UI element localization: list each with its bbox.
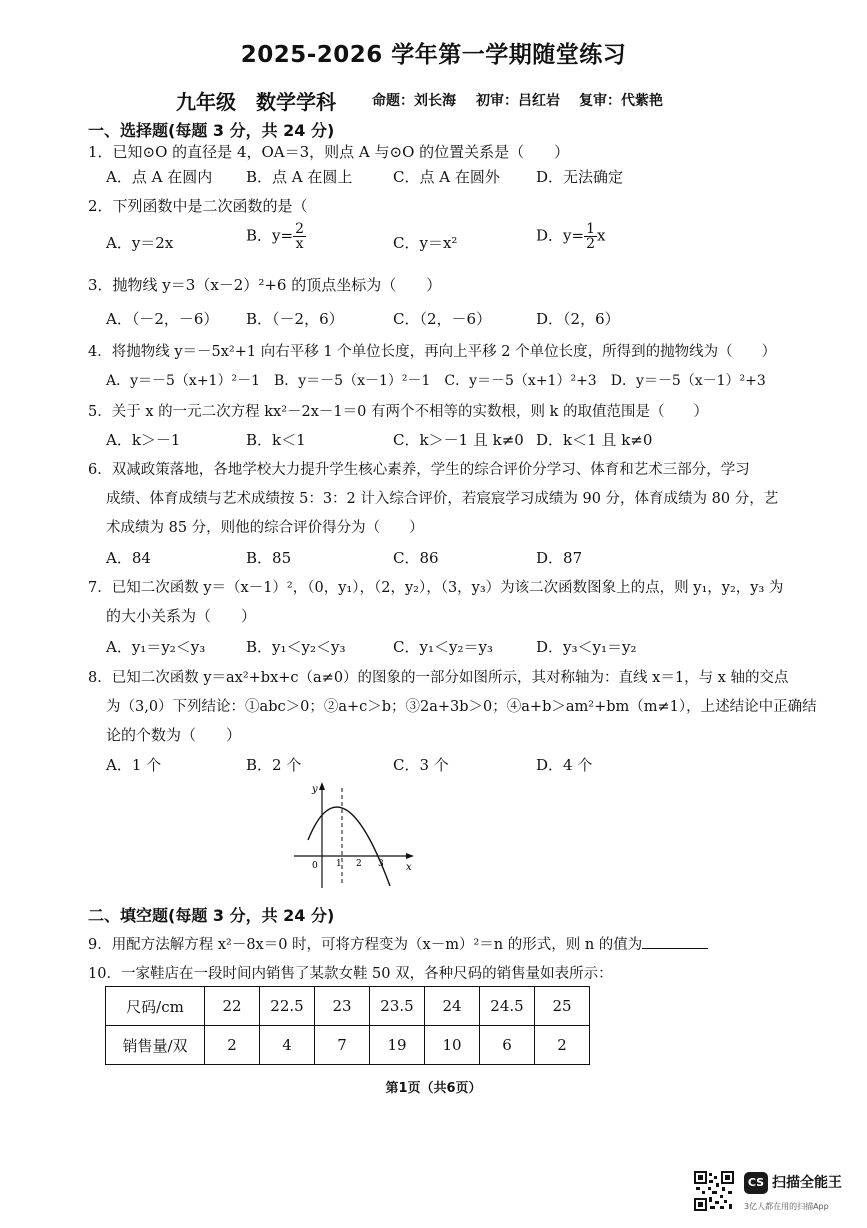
page-number: 第1页（共6页） xyxy=(385,1081,482,1096)
question-7-option-c: C．y₁＜y₂＝y₃ xyxy=(393,638,493,656)
qr-code-icon xyxy=(694,1171,734,1211)
y-axis-label: y xyxy=(312,784,318,795)
section-heading-fill-in: 二、填空题(每题 3 分，共 24 分) xyxy=(88,906,335,925)
question-6-line-1: 6．双减政策落地，各地学校大力提升学生核心素养，学生的综合评价分学习、体育和艺术三部分，学习 xyxy=(88,462,750,478)
table-cell: 10 xyxy=(425,1026,480,1065)
question-8-line-3: 论的个数为（ ） xyxy=(106,726,242,744)
table-cell: 4 xyxy=(260,1026,315,1065)
tick-label-2: 2 xyxy=(356,859,362,869)
table-cell: 22.5 xyxy=(260,987,315,1026)
origin-label: 0 xyxy=(312,861,318,871)
table-cell: 2 xyxy=(205,1026,260,1065)
question-7-option-b: B．y₁＜y₂＜y₃ xyxy=(246,638,346,656)
table-cell: 25 xyxy=(535,987,590,1026)
table-row-header: 销售量/双 xyxy=(106,1026,205,1065)
question-6-line-2: 成绩、体育成绩与艺术成绩按 5：3：2 计入综合评价，若宸宸学习成绩为 90 分，体育成绩为 80 分，艺 xyxy=(106,491,779,507)
question-1-option-b: B．点 A 在圆上 xyxy=(246,168,353,186)
parabola-figure xyxy=(290,778,420,890)
camscanner-logo: CS xyxy=(744,1172,768,1194)
question-8-option-b: B．2 个 xyxy=(246,756,302,774)
question-2-option-c: C．y＝x² xyxy=(393,234,458,252)
shoe-sales-table xyxy=(105,986,590,1065)
table-row xyxy=(106,987,590,1026)
y-axis-arrow xyxy=(319,782,325,790)
table-cell: 23.5 xyxy=(370,987,425,1026)
option-d-fraction xyxy=(584,222,597,251)
fraction-numerator: 2 xyxy=(295,221,304,237)
author-credit: 命题：刘长海 xyxy=(372,93,456,109)
page-title: 2025-2026 学年第一学期随堂练习 xyxy=(240,42,627,68)
table-cell: 7 xyxy=(315,1026,370,1065)
question-1-option-c: C．点 A 在圆外 xyxy=(393,168,500,186)
first-review-credit: 初审：吕红岩 xyxy=(476,93,560,109)
option-b-label: B． xyxy=(246,226,273,245)
fraction-denominator: x xyxy=(295,236,304,252)
option-b-y: y= xyxy=(272,226,294,245)
question-2-option-d xyxy=(536,222,605,251)
section-heading-choice: 一、选择题(每题 3 分，共 24 分) xyxy=(88,121,335,140)
question-9-stem: 9．用配方法解方程 x²－8x＝0 时，可将方程变为（x－m）²＝n 的形式，则 n 的值为 xyxy=(88,937,643,953)
question-8-option-a: A．1 个 xyxy=(106,756,162,774)
question-2-option-a: A．y＝2x xyxy=(106,234,174,252)
option-b-fraction xyxy=(293,222,306,251)
question-6-line-3: 术成绩为 85 分，则他的综合评价得分为（ ） xyxy=(106,520,424,536)
table-cell: 6 xyxy=(480,1026,535,1065)
question-5-option-d: D．k＜1 且 k≠0 xyxy=(536,431,653,449)
question-4-options: A．y＝－5（x+1）²－1 B．y＝－5（x－1）²－1 C．y＝－5（x+1）²+3 D．y＝－5（x－1）²+3 xyxy=(106,373,766,389)
table-cell: 23 xyxy=(315,987,370,1026)
question-6-option-d: D．87 xyxy=(536,549,583,567)
tick-label-1: 1 xyxy=(336,859,342,869)
table-cell: 22 xyxy=(205,987,260,1026)
question-10-stem: 10．一家鞋店在一段时间内销售了某款女鞋 50 双，各种尺码的销售量如表所示： xyxy=(88,966,613,982)
x-axis-arrow xyxy=(406,853,414,859)
table-row-header: 尺码/cm xyxy=(106,987,205,1026)
question-3-option-d: D．（2，6） xyxy=(536,310,620,328)
question-3-stem: 3．抛物线 y＝3（x－2）²+6 的顶点坐标为（ ） xyxy=(88,276,442,294)
question-2-stem: 2．下列函数中是二次函数的是（ xyxy=(88,197,308,215)
option-d-y: y= xyxy=(563,226,585,245)
second-review-credit: 复审：代紫艳 xyxy=(579,93,663,109)
question-5-stem: 5．关于 x 的一元二次方程 kx²－2x－1＝0 有两个不相等的实数根，则 k 的取值范围是（ ） xyxy=(88,404,708,420)
question-8-line-2: 为（3,0）下列结论：①abc＞0；②a+c＞b；③2a+3b＞0；④a+b＞am²+bm（m≠1），上述结论中正确结 xyxy=(106,699,817,715)
question-2-option-b xyxy=(246,222,306,251)
table-cell: 24.5 xyxy=(480,987,535,1026)
table-cell: 2 xyxy=(535,1026,590,1065)
grade-subject: 九年级 数学学科 xyxy=(176,90,336,114)
parabola-curve xyxy=(308,807,390,886)
option-d-x: x xyxy=(597,226,606,245)
question-3-option-b: B．（－2，6） xyxy=(246,310,344,328)
table-row xyxy=(106,1026,590,1065)
fraction-numerator: 1 xyxy=(586,221,595,237)
question-7-line-1: 7．已知二次函数 y＝（x－1）²，（0，y₁），（2，y₂），（3，y₃）为该二次函数图象上的点，则 y₁，y₂，y₃ 为 xyxy=(88,580,784,596)
x-axis-label: x xyxy=(406,862,412,873)
question-6-option-b: B．85 xyxy=(246,549,292,567)
option-d-label: D． xyxy=(536,226,564,245)
question-1-option-a: A．点 A 在圆内 xyxy=(106,168,213,186)
tick-label-3: 3 xyxy=(378,859,384,869)
question-7-option-a: A．y₁＝y₂＜y₃ xyxy=(106,638,206,656)
question-1-stem: 1．已知⊙O 的直径是 4，OA＝3，则点 A 与⊙O 的位置关系是（ ） xyxy=(88,143,570,161)
question-9 xyxy=(88,933,708,954)
table-cell: 24 xyxy=(425,987,480,1026)
question-3-option-a: A．（－2，－6） xyxy=(106,310,219,328)
question-6-option-a: A．84 xyxy=(106,549,151,567)
table-cell: 19 xyxy=(370,1026,425,1065)
answer-blank xyxy=(642,936,708,949)
question-3-option-c: C．（2，－6） xyxy=(393,310,492,328)
question-7-line-2: 的大小关系为（ ） xyxy=(106,607,257,625)
camscanner-app-name: 扫描全能王 xyxy=(772,1175,842,1191)
question-7-option-d: D．y₃＜y₁＝y₂ xyxy=(536,638,637,656)
question-8-option-c: C．3 个 xyxy=(393,756,449,774)
question-8-option-d: D．4 个 xyxy=(536,756,593,774)
question-4-stem: 4．将抛物线 y＝－5x²+1 向右平移 1 个单位长度，再向上平移 2 个单位长度，所得到的抛物线为（ ） xyxy=(88,344,777,360)
question-6-option-c: C．86 xyxy=(393,549,439,567)
question-8-line-1: 8．已知二次函数 y＝ax²+bx+c（a≠0）的图象的一部分如图所示，其对称轴为：直线 x＝1，与 x 轴的交点 xyxy=(88,670,789,686)
fraction-denominator: 2 xyxy=(586,236,595,252)
question-5-option-b: B．k＜1 xyxy=(246,431,306,449)
camscanner-tagline: 3亿人都在用的扫描App xyxy=(744,1202,829,1211)
question-5-option-a: A．k＞－1 xyxy=(106,431,181,449)
question-1-option-d: D．无法确定 xyxy=(536,168,624,186)
question-5-option-c: C．k＞－1 且 k≠0 xyxy=(393,431,524,449)
